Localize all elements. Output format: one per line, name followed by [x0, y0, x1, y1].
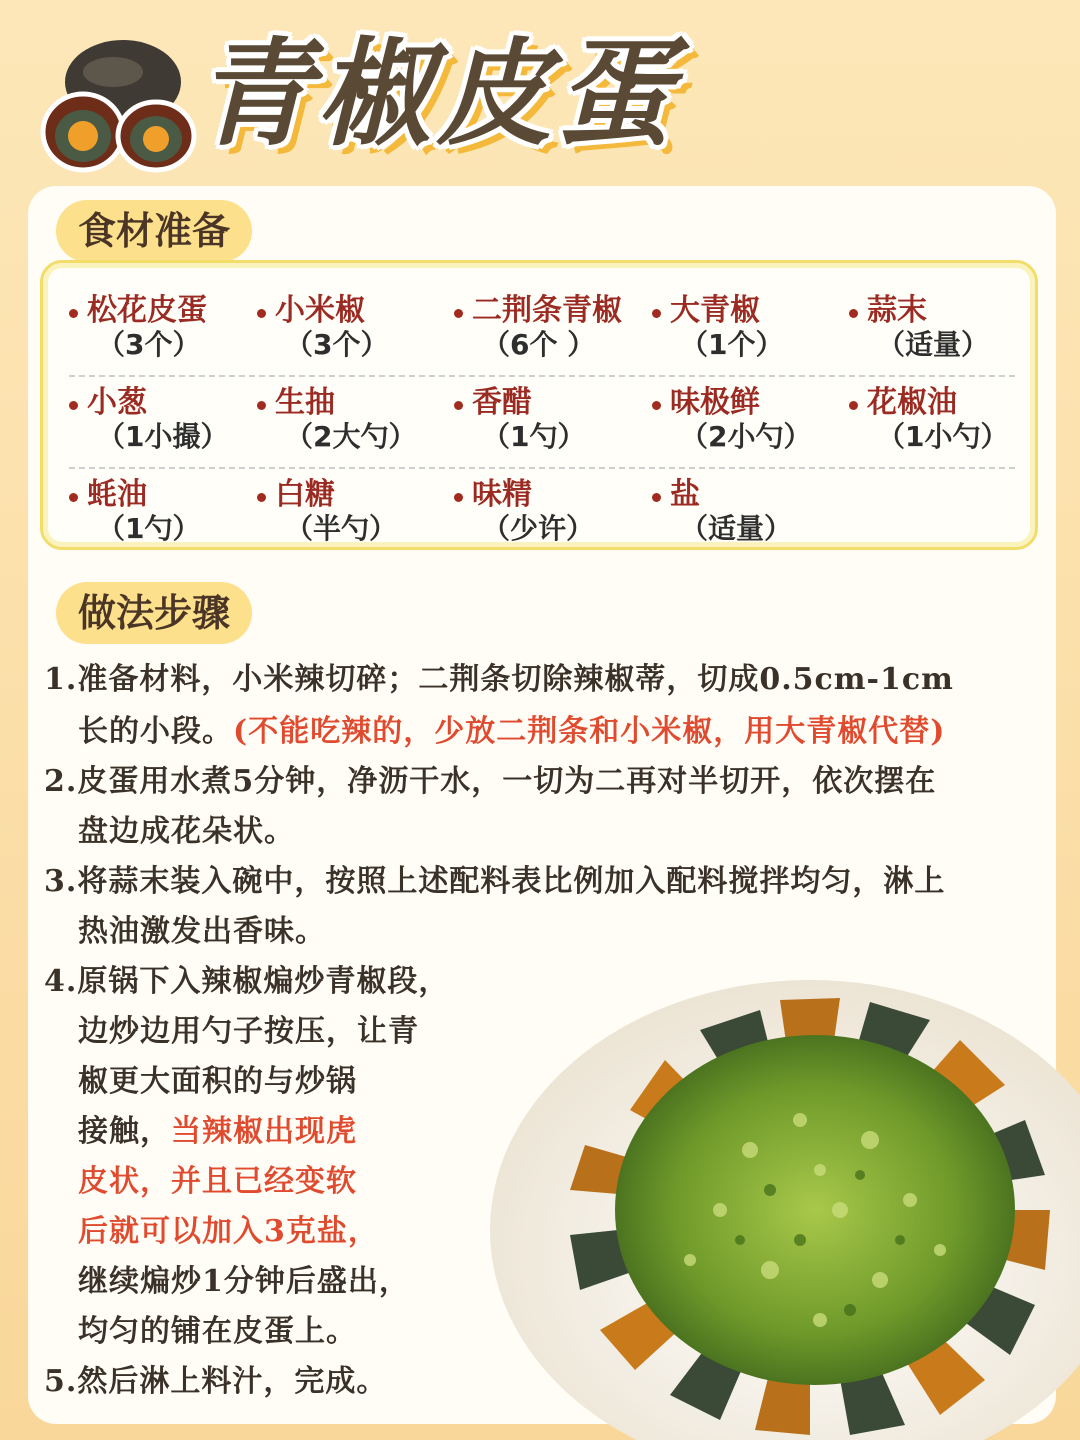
ingredient-qty: （适量） — [877, 328, 990, 361]
bullet-icon — [454, 493, 463, 502]
ingredient-name: 花椒油 — [867, 385, 957, 420]
ingredient-item — [257, 283, 453, 375]
ingredient-qty: （少许） — [482, 512, 595, 545]
step-1-text: 长的小段。 — [78, 714, 233, 749]
ingredient-qty: （6个 ） — [482, 328, 596, 361]
ingredient-item — [652, 375, 848, 467]
ingredient-qty: （适量） — [680, 512, 793, 545]
ingredient-qty: （1小撮） — [97, 420, 229, 453]
bullet-icon — [69, 493, 78, 502]
ingredients-box — [40, 260, 1038, 550]
ingredient-item — [454, 375, 650, 467]
step-4-line-1: 4.原锅下入辣椒煸炒青椒段， — [44, 964, 450, 999]
step-1-line-2 — [78, 712, 945, 752]
ingredient-name: 盐 — [670, 477, 700, 512]
step-4-line-7: 继续煸炒1分钟后盛出， — [78, 1264, 410, 1299]
step-3-line-2: 热油激发出香味。 — [78, 914, 326, 949]
ingredient-qty: （3个） — [97, 328, 201, 361]
ingredient-qty: （3个） — [285, 328, 389, 361]
steps-heading: 做法步骤 — [56, 582, 252, 644]
ingredient-qty: （半勺） — [285, 512, 398, 545]
bullet-icon — [454, 309, 463, 318]
ingredient-name: 小葱 — [87, 385, 147, 420]
step-4-line-4 — [78, 1112, 357, 1152]
ingredient-name: 生抽 — [275, 385, 335, 420]
ingredient-name: 白糖 — [275, 477, 335, 512]
ingredient-qty: （1个） — [680, 328, 784, 361]
ingredient-name: 蚝油 — [87, 477, 147, 512]
bullet-icon — [849, 401, 858, 410]
page-title: 青椒皮蛋 — [196, 27, 676, 162]
ingredient-row — [69, 283, 1015, 377]
ingredient-item — [257, 467, 453, 559]
ingredient-item — [849, 283, 1045, 375]
bullet-icon — [257, 401, 266, 410]
ingredient-item — [69, 467, 265, 559]
bullet-icon — [849, 309, 858, 318]
ingredient-qty: （2大勺） — [285, 420, 417, 453]
ingredient-row — [69, 375, 1015, 469]
step-2-line-2: 盘边成花朵状。 — [78, 814, 295, 849]
ingredient-name: 大青椒 — [670, 293, 760, 328]
step-1-note: (不能吃辣的，少放二荆条和小米椒，用大青椒代替) — [233, 714, 946, 749]
ingredient-item — [849, 375, 1045, 467]
step-2-line-1: 2.皮蛋用水煮5分钟，净沥干水，一切为二再对半切开，依次摆在 — [44, 764, 937, 799]
bullet-icon — [652, 493, 661, 502]
ingredient-name: 二荆条青椒 — [472, 293, 622, 328]
ingredient-name: 香醋 — [472, 385, 532, 420]
step-4-line-6: 后就可以加入3克盐， — [78, 1214, 379, 1249]
ingredient-row — [69, 467, 1015, 559]
ingredient-qty: （1勺） — [482, 420, 586, 453]
century-egg-icon — [28, 24, 198, 174]
step-4-text: 接触， — [78, 1114, 171, 1149]
ingredient-item — [652, 467, 848, 559]
ingredient-qty: （1小勺） — [877, 420, 1009, 453]
step-3-line-1: 3.将蒜末装入碗中，按照上述配料表比例加入配料搅拌均匀，淋上 — [44, 864, 946, 899]
step-1-line-1: 1.准备材料，小米辣切碎；二荆条切除辣椒蒂，切成0.5cm-1cm — [44, 662, 954, 697]
ingredient-item — [257, 375, 453, 467]
ingredient-item — [69, 283, 265, 375]
ingredient-name: 小米椒 — [275, 293, 365, 328]
bullet-icon — [652, 309, 661, 318]
bullet-icon — [69, 309, 78, 318]
ingredient-qty: （1勺） — [97, 512, 201, 545]
bullet-icon — [69, 401, 78, 410]
ingredient-item — [69, 375, 265, 467]
ingredient-name: 蒜末 — [867, 293, 927, 328]
ingredient-item — [454, 283, 650, 375]
step-4-line-3: 椒更大面积的与炒锅 — [78, 1064, 357, 1099]
ingredients-heading: 食材准备 — [56, 200, 252, 262]
step-4-line-2: 边炒边用勺子按压，让青 — [78, 1014, 419, 1049]
ingredient-item — [652, 283, 848, 375]
header — [0, 0, 1080, 190]
ingredient-item — [454, 467, 650, 559]
step-4-line-5: 皮状，并且已经变软 — [78, 1164, 357, 1199]
ingredient-qty: （2小勺） — [680, 420, 812, 453]
bullet-icon — [257, 493, 266, 502]
bullet-icon — [652, 401, 661, 410]
ingredient-name: 味精 — [472, 477, 532, 512]
bullet-icon — [454, 401, 463, 410]
step-4-line-8: 均匀的铺在皮蛋上。 — [78, 1314, 357, 1349]
dish-photo — [420, 910, 1080, 1440]
ingredient-name: 松花皮蛋 — [87, 293, 207, 328]
step-5-line-1: 5.然后淋上料汁，完成。 — [44, 1364, 388, 1399]
ingredient-name: 味极鲜 — [670, 385, 760, 420]
step-4-highlight: 当辣椒出现虎 — [171, 1114, 357, 1149]
bullet-icon — [257, 309, 266, 318]
